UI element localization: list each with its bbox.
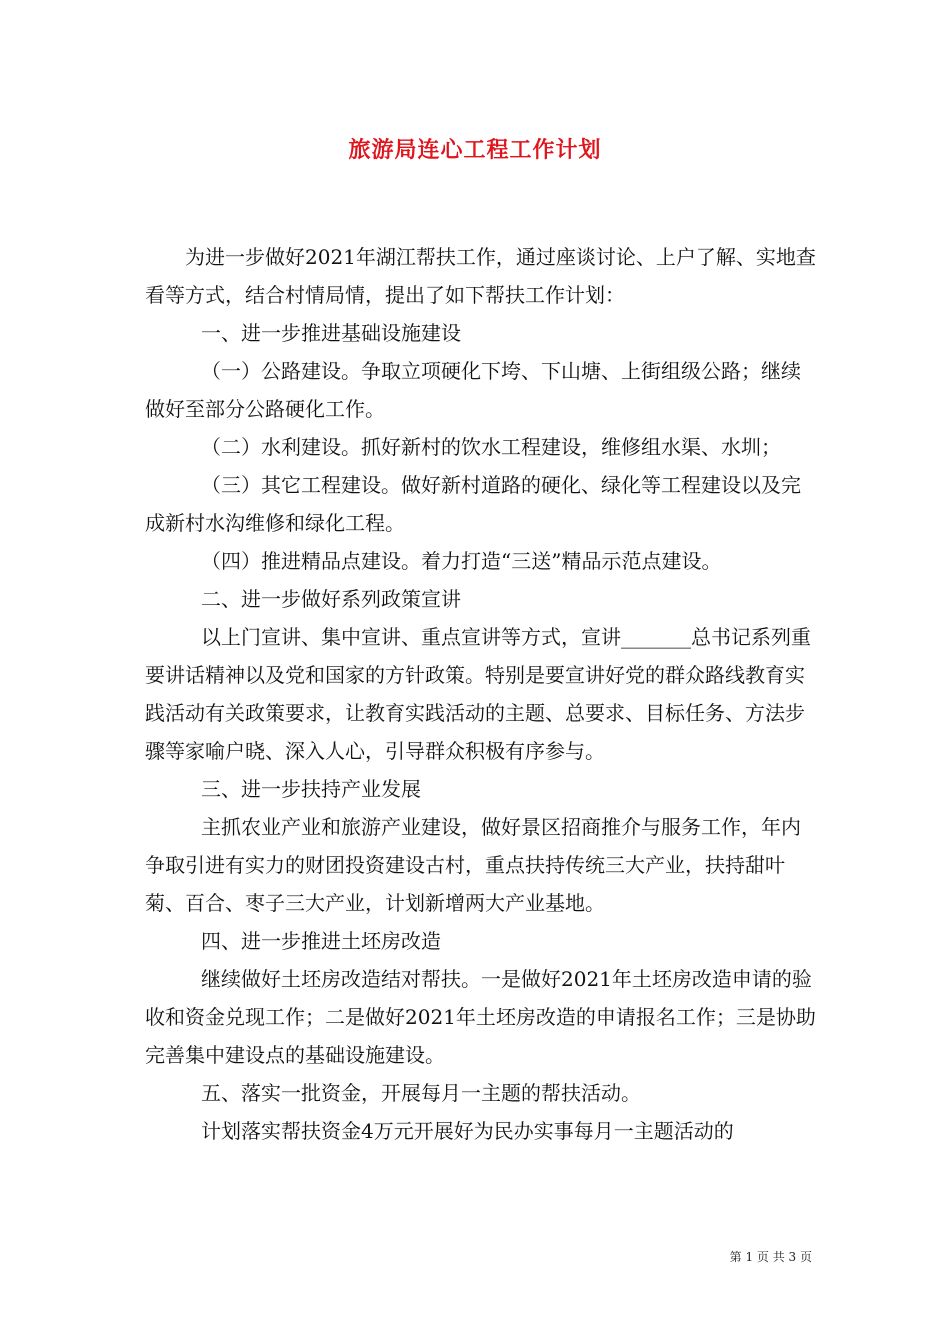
page-number-footer: 第 1 页 共 3 页 <box>729 1250 812 1264</box>
sub-item-1: （一）公路建设。争取立项硬化下垮、下山塘、上街组级公路；继续做好至部分公路硬化工作。 <box>145 359 801 421</box>
section-4-paragraph: 继续做好土坯房改造结对帮扶。一是做好2021年土坯房改造申请的验收和资金兑现工作；二是做好2021年土坯房改造的申请报名工作；三是协助完善集中建设点的基础设施建设。 <box>145 967 816 1067</box>
section-heading-2: 二、进一步做好系列政策宣讲 <box>201 587 461 611</box>
section-2-paragraph: 以上门宣讲、集中宣讲、重点宣讲等方式，宣讲_______总书记系列重要讲话精神以及党和国家的方针政策。特别是要宣讲好党的群众路线教育实践活动有关政策要求，让教育实践活动的主题、总要求、目标任务、方法步骤等家喻户晓、深入人心，引导群众积极有序参与。 <box>145 625 811 763</box>
sub-item-3: （三）其它工程建设。做好新村道路的硬化、绿化等工程建设以及完成新村水沟维修和绿化工程。 <box>145 473 801 535</box>
intro-paragraph: 为进一步做好2021年湖江帮扶工作，通过座谈讨论、上户了解、实地查看等方式，结合村情局情，提出了如下帮扶工作计划： <box>145 245 816 307</box>
section-heading-1: 一、进一步推进基础设施建设 <box>201 321 461 345</box>
section-heading-3: 三、进一步扶持产业发展 <box>201 777 421 801</box>
document-title: 旅游局连心工程工作计划 <box>348 137 602 163</box>
document-body <box>145 238 817 1150</box>
section-heading-5: 五、落实一批资金，开展每月一主题的帮扶活动。 <box>201 1081 641 1105</box>
section-heading-4: 四、进一步推进土坯房改造 <box>201 929 441 953</box>
sub-item-2: （二）水利建设。抓好新村的饮水工程建设，维修组水渠、水圳； <box>201 435 781 459</box>
section-3-paragraph: 主抓农业产业和旅游产业建设，做好景区招商推介与服务工作，年内争取引进有实力的财团投资建设古村，重点扶持传统三大产业，扶持甜叶菊、百合、枣子三大产业，计划新增两大产业基地。 <box>145 815 801 915</box>
sub-item-4: （四）推进精品点建设。着力打造“三送”精品示范点建设。 <box>201 549 722 573</box>
section-5-paragraph: 计划落实帮扶资金4万元开展好为民办实事每月一主题活动的 <box>201 1119 734 1143</box>
